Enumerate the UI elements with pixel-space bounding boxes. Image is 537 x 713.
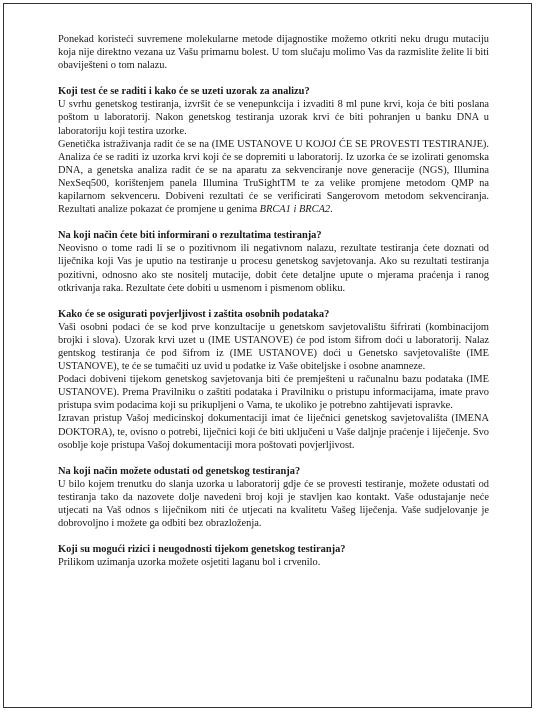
gene-brca2: BRCA2 bbox=[298, 204, 331, 216]
gene-brca1: BRCA1 bbox=[259, 204, 291, 216]
page-frame bbox=[3, 3, 532, 708]
section-heading-results: Na koji način ćete biti informirani o rezultatima testiranja? bbox=[58, 230, 322, 242]
section-heading-privacy: Kako će se osigurati povjerljivost i zaštita osobnih podataka? bbox=[58, 308, 330, 320]
section-withdraw-paragraph-1: U bilo kojem trenutku do slanja uzorka u laboratorij gdje će se provesti testiranje, možete odustati od testiranja tako da nazovete dolje navedeni broj koji je stavljen kao kontakt. Vaše odustajanje neće utjecati na Vaš odnos s liječnikom niti će utjecati na kvalitetu Vašeg liječenja. Vaše sudjelovanje je dobrovoljno i možete ga odbiti bez obrazloženja. bbox=[58, 478, 489, 530]
section-test-paragraph-1: U svrhu genetskog testiranja, izvršit će se venepunkcija i izvaditi 8 ml pune krvi, koja će biti poslana poštom u laboratorij. Nakon genetskog testiranja uzorak krvi će biti pohranjen u banku DNA u laboratoriju koji testira uzorke. bbox=[58, 99, 489, 137]
section-results-paragraph-1: Neovisno o tome radi li se o pozitivnom ili negativnom nalazu, rezultate testiranja ćete doznati od liječnika koji Vas je uputio na testiranje u procesu genetskog savjetovanja. Ako su rezultati testiranja pozitivni, odnosno ako ste nositelj mutacije, dobit ćete detaljne upute o mjerama praćenja i ranog otkrivanja raka. Rezultate ćete dobiti u usmenom i pismenom obliku. bbox=[58, 243, 489, 294]
section-test-paragraph-2-text: Genetička istraživanja radit će se na (IME USTANOVE U KOJOJ ĆE SE PROVESTI TESTIRANJE). Analiza će se raditi iz uzorka krvi koji će se dopremiti u laboratorij. Iz uzorka će se izolirati genomska DNA, a genetska analiza radit će se na aparatu za sekvenciranje nove generacije (NGS), Illumina NexSeq500, korištenjem panela Illumina TruSightTM te za velike promjene metodom QMP na kapilarnom sekvenceru. Dobiveni rezultati će se verificirati Sangerovom metodom sekvenciranja. Rezultati analize pokazat će promjene u genima bbox=[58, 138, 489, 216]
section-privacy-paragraph-2: Podaci dobiveni tijekom genetskog savjetovanja biti će premješteni u računalnu bazu podataka (IME USTANOVE). Prema Pravilniku o zaštiti podataka i Pravilniku o pristupu informacijama, imate pravo pristupa svim podacima koji su prikupljeni o Vama, te ukoliko je potrebno zahtijevati ispravke. bbox=[58, 374, 489, 412]
section-test-paragraph-2: Genetička istraživanja radit će se na (IME USTANOVE U KOJOJ ĆE SE PROVESTI TESTIRANJE). Analiza će se raditi iz uzorka krvi koji će se dopremiti u laboratorij. Iz uzorka će se izolirati genomska DNA, a genetska analiza radit će se na aparatu za sekvenciranje nove generacije (NGS), Illumina NexSeq500, korištenjem panela Illumina TruSightTM te za velike promjene metodom QMP na kapilarnom sekvenceru. Dobiveni rezultati će se verificirati Sangerovom metodom sekvenciranja. Rezultati analize pokazat će promjene u genima BRCA1 i BRCA2. bbox=[58, 138, 489, 216]
section-privacy-paragraph-3: Izravan pristup Vašoj medicinskoj dokumentaciji imat će liječnici genetskog savjetovališta (IMENA DOKTORA), te, ovisno o potrebi, liječnici koji će biti uključeni u Vaše daljnje praćenje i liječenje. Svo osoblje koje pristupa Vašoj dokumentaciji mora poštovati povjerljivost. bbox=[58, 413, 489, 451]
document-body bbox=[58, 33, 489, 569]
section-risks-paragraph-1: Prilikom uzimanja uzorka možete osjetiti laganu bol i crvenilo. bbox=[58, 557, 321, 569]
section-heading-risks: Koji su mogući rizici i neugodnosti tijekom genetskog testiranja? bbox=[58, 544, 346, 556]
section-heading-test: Koji test će se raditi i kako će se uzeti uzorak za analizu? bbox=[58, 86, 310, 98]
gene-join: i bbox=[293, 204, 297, 216]
intro-paragraph: Ponekad koristeći suvremene molekularne metode dijagnostike možemo otkriti neku drugu mutaciju koja nije direktno vezana uz Vašu primarnu bolest. U tom slučaju molimo Vas da razmislite želite li biti obaviješteni o tom nalazu. bbox=[58, 34, 489, 72]
section-privacy-paragraph-1: Vaši osobni podaci će se kod prve konzultacije u genetskom savjetovalištu šifrirati (kombinacijom brojki i slova). Uzorak krvi uzet u (IME USTANOVE) će pod istom šifrom doći u laboratorij. Nalaz gentskog testiranja će pod šifrom iz (IME USTANOVE) doći u Genetsko savjetovalište (IME USTANOVE), te će se tumačiti uz uvid u podatke iz Vaše obiteljske i osobne anamneze. bbox=[58, 321, 489, 373]
section-heading-withdraw: Na koji način možete odustati od genetskog testiranja? bbox=[58, 465, 301, 477]
